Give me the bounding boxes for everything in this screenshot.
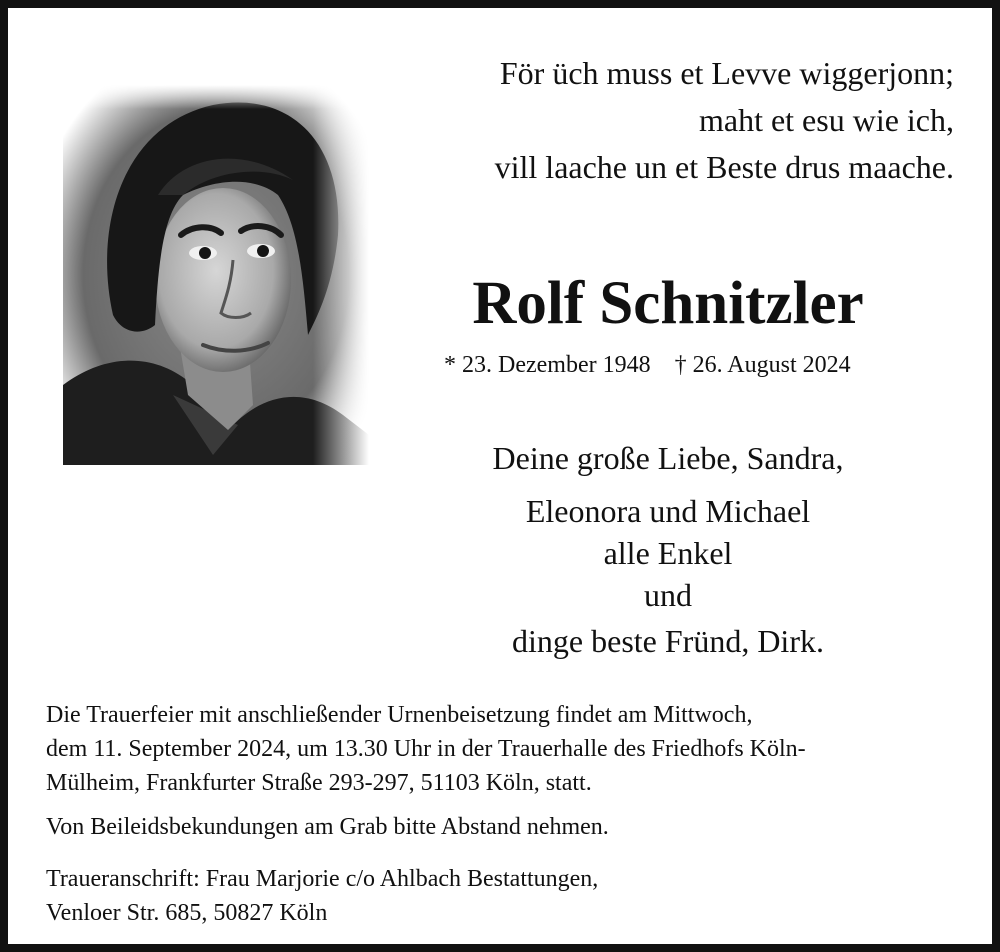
mourning-address [46,862,970,930]
ceremony-line: Mülheim, Frankfurter Straße 293-297, 51103 Köln, statt. [46,770,592,796]
motto-line: vill laache un et Beste drus maache. [494,149,954,185]
mourner-line: dinge beste Fründ, Dirk. [512,623,824,659]
portrait-image [63,85,369,465]
deceased-name: Rolf Schnitzler [472,270,864,337]
motto-line: maht et esu wie ich, [698,102,954,138]
ceremony-line: Die Trauerfeier mit anschließender Urnenbeisetzung findet am Mittwoch, [46,702,753,728]
mourner-line: Eleonora und Michael [525,493,811,529]
mourner-line: alle Enkel [603,535,733,571]
life-dates [444,348,904,382]
portrait-photo [63,85,369,465]
mourners-list [418,436,918,664]
ceremony-details [46,698,970,800]
mourner-line: Deine große Liebe, Sandra, [492,440,844,476]
address-line: Venloer Str. 685, 50827 Köln [46,900,328,926]
motto-quote [394,50,954,191]
death-date: † 26. August 2024 [674,352,851,378]
address-line: Traueranschrift: Frau Marjorie c/o Ahlbach Bestattungen, [46,866,599,892]
condolence-note: Von Beileidsbekundungen am Grab bitte Abstand nehmen. [46,814,609,840]
service-info [46,698,970,930]
mourner-line: und [644,577,692,613]
motto-line: För üch muss et Levve wiggerjonn; [499,55,954,91]
ceremony-line: dem 11. September 2024, um 13.30 Uhr in der Trauerhalle des Friedhofs Köln- [46,736,806,762]
birth-date: * 23. Dezember 1948 [444,352,651,378]
